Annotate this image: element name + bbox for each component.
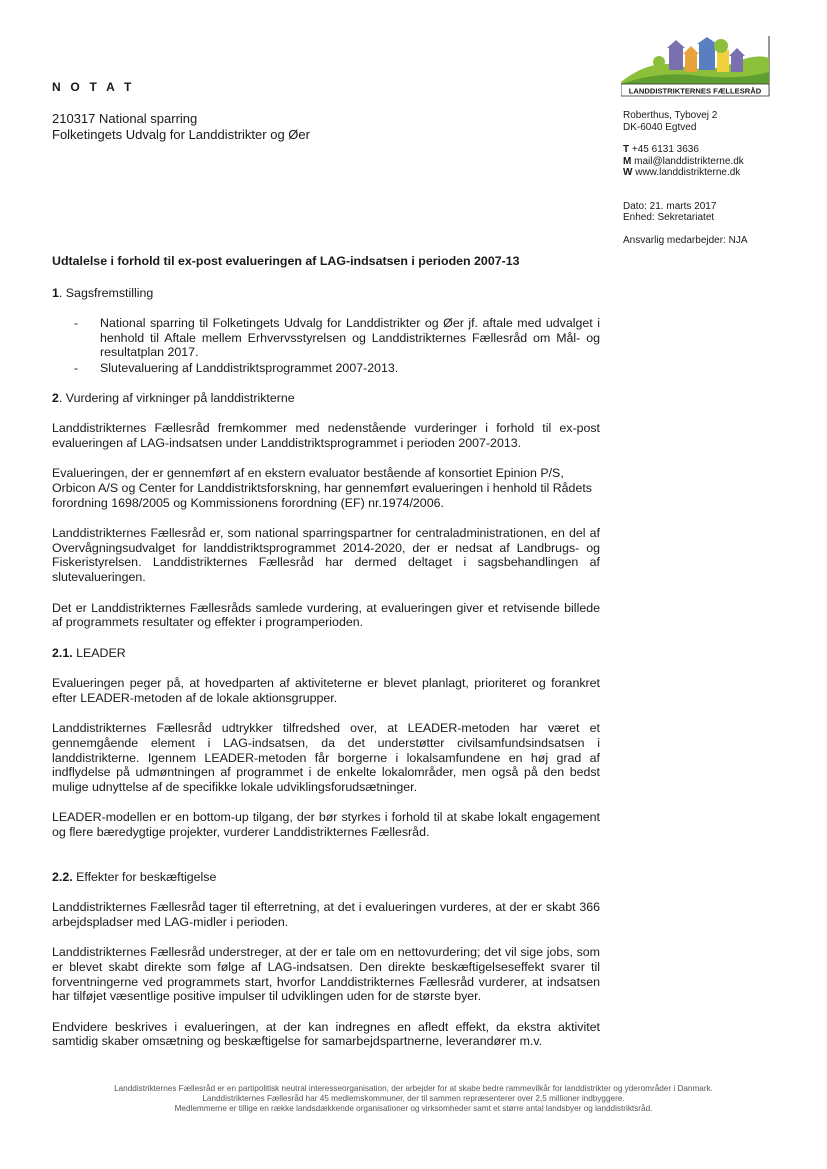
section-title: . Sagsfremstilling — [58, 285, 154, 300]
paragraph: Landdistrikternes Fællesråd er, som national sparringspartner for centraladministrationen, en del af Overvågningsudvalget for landdistriktsprogrammet 2014-2020, der er nedsat af Landbrugs- og Fiskeristyrelsen. Landdistrikternes Fællesråd har dermed deltaget i sagsbehandlingen af slutevalueringen. — [52, 526, 600, 584]
phone-line — [623, 144, 813, 156]
section-title: LEADER — [72, 645, 126, 660]
mail-link[interactable]: mail@landdistrikterne.dk — [634, 155, 744, 167]
logo-graphic — [621, 36, 771, 100]
phone-label: T — [623, 144, 630, 155]
web-line — [623, 167, 813, 179]
list-item: - Slutevaluering af Landdistriktsprogrammet 2007-2013. — [74, 360, 399, 375]
document-title: Udtalelse i forhold til ex-post evalueringen af LAG-indsatsen i perioden 2007-13 — [52, 254, 520, 268]
organization-logo — [621, 36, 771, 100]
paragraph: Evalueringen, der er gennemført af en ekstern evaluator bestående af konsortiet Epinion P/S, Orbicon A/S og Center for Landdistriktsforskning, har gennemført evalueringen i henhold til Rådets forordning 1698/2005 og Kommissionens forordning (EF) nr.1974/2006. — [52, 466, 592, 510]
page-footer — [40, 1084, 787, 1115]
list-item-text: National sparring til Folketingets Udvalg for Landdistrikter og Øer jf. aftale med udvalget i henhold til Aftale mellem Erhvervsstyrelsen og Landdistrikternes Fællesråd om Mål- og resultatplan 2017. — [100, 316, 600, 360]
section-number: 2 — [52, 390, 59, 405]
list-item: - National sparring til Folketingets Udvalg for Landdistrikter og Øer jf. aftale med udvalget i henhold til Aftale mellem Erhvervsstyrelsen og Landdistrikternes Fællesråd om Mål- og resultatplan 2017. — [74, 316, 600, 360]
paragraph: Det er Landdistrikternes Fællesråds samlede vurdering, at evalueringen giver et retvisende billede af programmets resultater og effekter i programperioden. — [52, 600, 600, 630]
paragraph: LEADER-modellen er en bottom-up tilgang, der bør styrkes i forhold til at skabe lokalt engagement og flere bæredygtige projekter, vurderer Landdistrikternes Fællesråd. — [52, 810, 600, 840]
address-line-2: DK-6040 Egtved — [623, 121, 697, 133]
section-title: . Vurdering af virkninger på landdistrikterne — [58, 390, 295, 405]
section-heading-2 — [52, 391, 600, 406]
footer-line-1: Landdistrikternes Fællesråd er en partipolitisk neutral interesseorganisation, der arbejder for at skabe bedre rammevilkår for landdistrikter og yderområder i Danmark. — [114, 1084, 713, 1093]
web-link[interactable]: www.landdistrikterne.dk — [635, 167, 741, 178]
section-number: 2.2. — [52, 869, 73, 884]
paragraph: Evalueringen peger på, at hovedparten af aktiviteterne er blevet planlagt, prioriteret og forankret efter LEADER-metoden af de lokale aktionsgrupper. — [52, 676, 600, 705]
section-title: Effekter for beskæftigelse — [72, 869, 217, 884]
section-number: 2.1. — [52, 645, 73, 660]
contact-sidebar — [623, 110, 813, 246]
unit-line: Enhed: Sekretariatet — [623, 212, 715, 223]
memo-reference: 210317 National sparring — [52, 111, 198, 126]
section-heading-1 — [52, 286, 600, 301]
footer-line-2: Landdistrikternes Fællesråd har 45 medlemskommuner, der til sammen repræsenterer over 2,5 millioner indbyggere. — [202, 1094, 625, 1104]
phone-number: +45 6131 3636 — [631, 144, 699, 155]
mail-line — [623, 156, 813, 168]
section-heading-2-2 — [52, 870, 600, 885]
paragraph: Endvidere beskrives i evalueringen, at der kan indregnes en afledt effekt, da ekstra aktivitet samtidig skaber omsætning og beskæftigelse for samarbejdspartnerne, leverandører m.v. — [52, 1019, 600, 1049]
bullet-list — [52, 316, 600, 375]
document-body — [52, 254, 600, 1065]
date-line: Dato: 21. marts 2017 — [623, 200, 717, 212]
document-type-label: N O T A T — [52, 80, 135, 94]
logo-wordmark: LANDDISTRIKTERNES FÆLLESRÅD — [628, 86, 762, 96]
section-heading-2-1 — [52, 646, 600, 661]
address-line-1: Roberthus, Tybovej 2 — [623, 110, 718, 121]
paragraph: Landdistrikternes Fællesråd fremkommer med nedenstående vurderinger i forhold til ex-post evalueringen af LAG-indsatsen under Landdistriktsprogrammet i perioden 2007-2013. — [52, 421, 600, 450]
responsible-line: Ansvarlig medarbejder: NJA — [623, 234, 748, 246]
list-item-text: Slutevaluering af Landdistriktsprogrammet 2007-2013. — [100, 360, 399, 375]
mail-label: M — [623, 155, 632, 167]
web-label: W — [623, 167, 633, 178]
section-number: 1 — [52, 285, 59, 300]
paragraph: Landdistrikternes Fællesråd tager til efterretning, at det i evalueringen vurderes, at der er skabt 366 arbejdspladser med LAG-midler i perioden. — [52, 900, 600, 929]
paragraph: Landdistrikternes Fællesråd udtrykker tilfredshed over, at LEADER-metoden har været et gennemgående element i LAG-indsatsen, da det understøtter civilsamfundsindsatsen i landdistrikterne. Igennem LEADER-metoden får borgerne i lokalsamfundene en høj grad af indflydelse på udmøntningen af programmet i de enkelte lokalområder, men også på den bedst mulige udnyttelse af de specifikke lokale udviklingsforudsætninger. — [52, 721, 600, 794]
memo-recipient: Folketingets Udvalg for Landdistrikter og Øer — [52, 127, 310, 142]
footer-line-3: Medlemmerne er tillige en række landsdækkende organisationer og virksomheder samt et større antal landsbyer og landdistriktsråd. — [174, 1104, 653, 1114]
paragraph: Landdistrikternes Fællesråd understreger, at der er tale om en nettovurdering; det vil sige jobs, som er blevet skabt direkte som følge af LAG-indsatsen. Den direkte beskæftigelseseffekt svarer til forventningerne ved programmets start, hvorfor Landdistrikternes Fællesråd vurderer, at indsatsen har tilføjet væsentlige positive impulser til udviklingen uden for de største byer. — [52, 945, 600, 1004]
